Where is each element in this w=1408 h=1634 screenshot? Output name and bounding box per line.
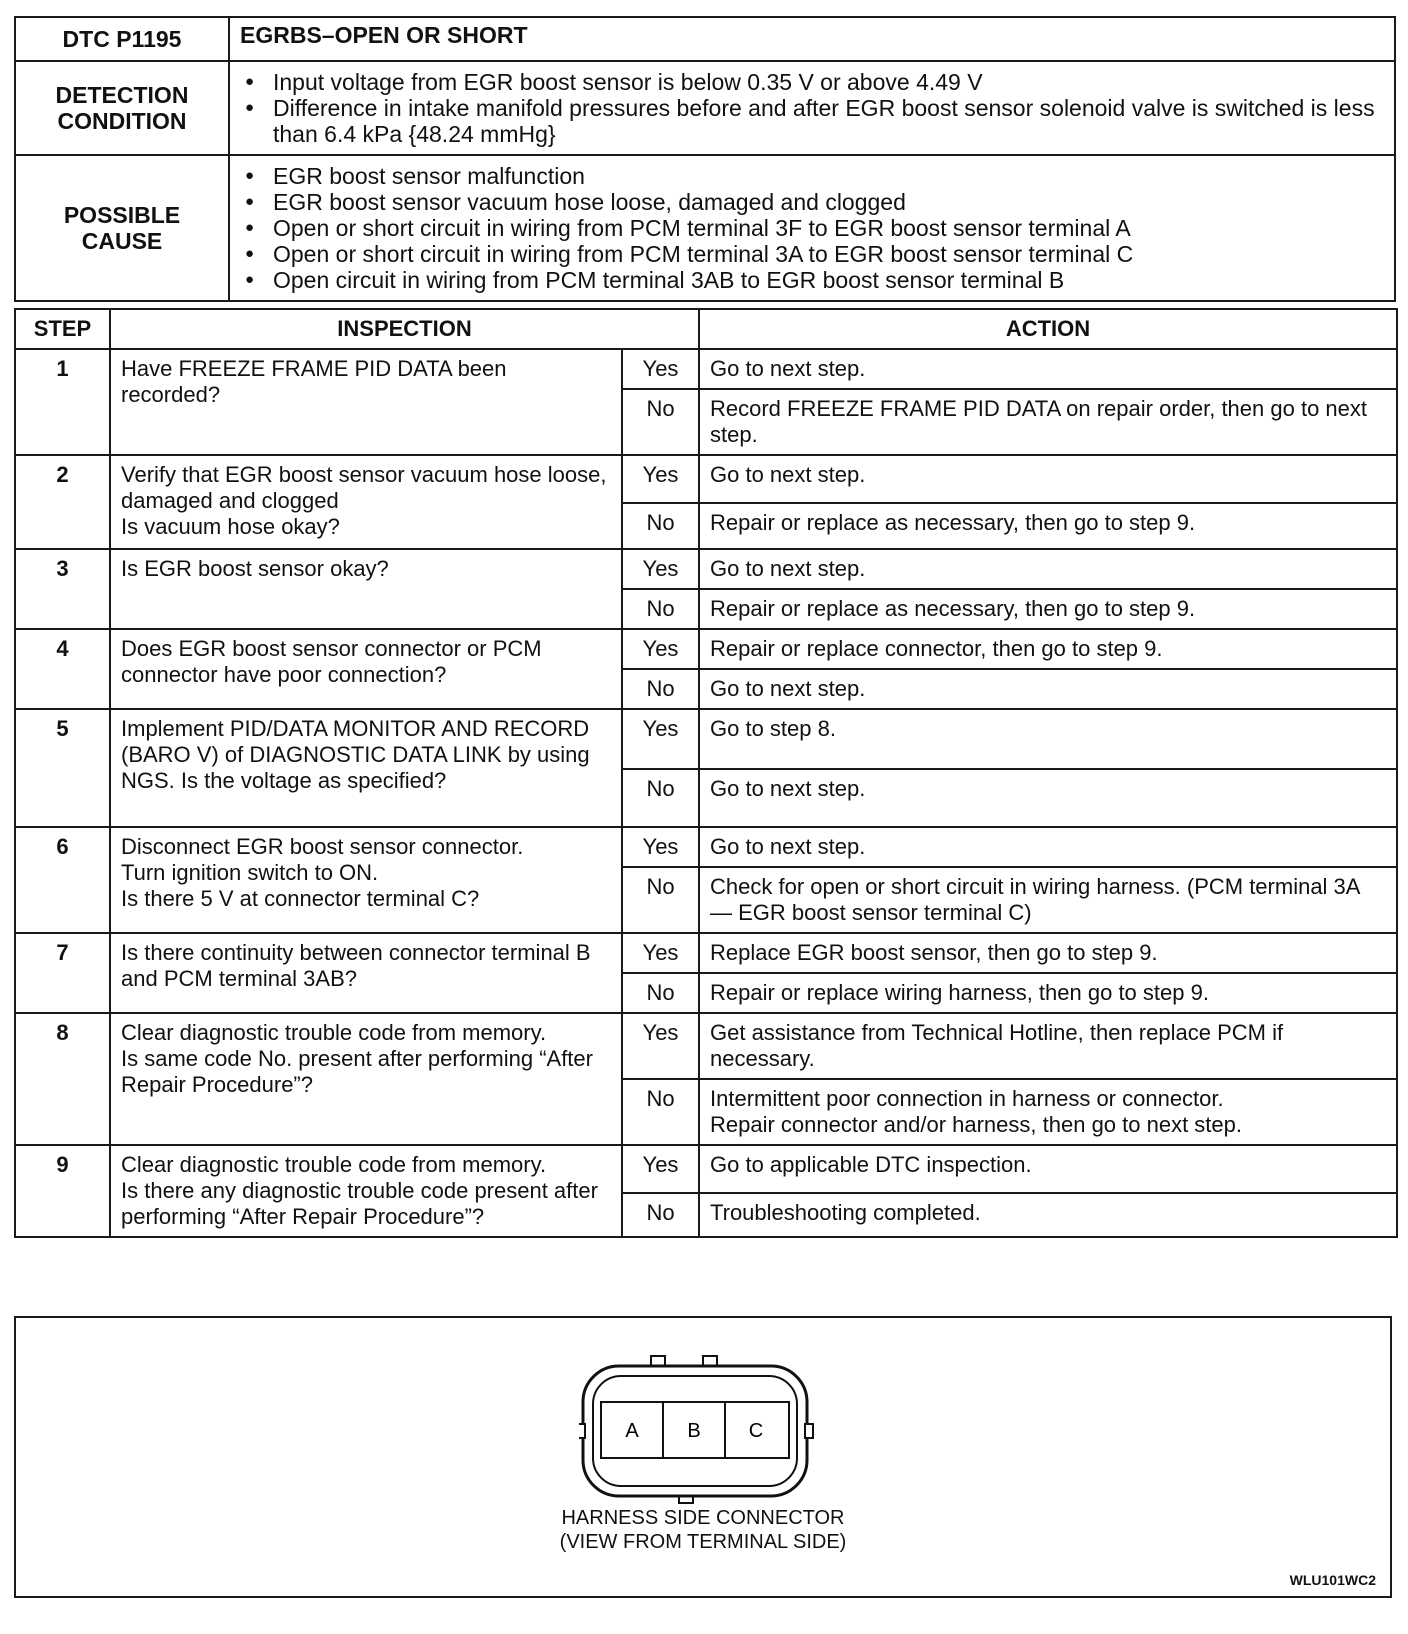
cause-list — [231, 157, 1393, 299]
cause-row — [15, 155, 1395, 301]
yes-action: Go to next step. — [699, 827, 1397, 867]
no-action: Repair or replace wiring harness, then go to step 9. — [699, 973, 1397, 1013]
yes-label: Yes — [622, 933, 699, 973]
no-label: No — [622, 1193, 699, 1237]
step-inspection: Is there continuity between connector terminal B and PCM terminal 3AB? — [110, 933, 622, 1013]
action-column-header: ACTION — [699, 309, 1397, 349]
yes-label: Yes — [622, 455, 699, 503]
no-action: Intermittent poor connection in harness or connector. Repair connector and/or harness, then go to next step. — [699, 1079, 1397, 1145]
yes-action: Go to next step. — [699, 349, 1397, 389]
no-action: Check for open or short circuit in wiring harness. (PCM terminal 3A — EGR boost sensor terminal C) — [699, 867, 1397, 933]
yes-action: Go to next step. — [699, 549, 1397, 589]
yes-action: Repair or replace connector, then go to step 9. — [699, 629, 1397, 669]
no-label: No — [622, 503, 699, 549]
step-column-header: STEP — [15, 309, 110, 349]
step-row — [15, 455, 1397, 503]
step-row — [15, 709, 1397, 769]
yes-action: Go to next step. — [699, 455, 1397, 503]
steps-body — [15, 349, 1397, 1237]
step-number: 9 — [15, 1145, 110, 1237]
no-label: No — [622, 1079, 699, 1145]
step-number: 6 — [15, 827, 110, 933]
connector-diagram — [14, 1316, 1392, 1598]
step-inspection: Have FREEZE FRAME PID DATA been recorded? — [110, 349, 622, 455]
possible-cause-item: ● Open or short circuit in wiring from PCM terminal 3F to EGR boost sensor terminal A — [245, 215, 1383, 241]
yes-action: Get assistance from Technical Hotline, then replace PCM if necessary. — [699, 1013, 1397, 1079]
step-number: 5 — [15, 709, 110, 827]
steps-header-row — [15, 309, 1397, 349]
yes-action: Go to step 8. — [699, 709, 1397, 769]
cause-label: POSSIBLE CAUSE — [15, 155, 229, 301]
possible-cause-item: ● EGR boost sensor vacuum hose loose, damaged and clogged — [245, 189, 1383, 215]
no-action: Repair or replace as necessary, then go to step 9. — [699, 589, 1397, 629]
connector-caption-line1: HARNESS SIDE CONNECTOR — [561, 1507, 845, 1529]
step-number: 3 — [15, 549, 110, 629]
step-inspection: Disconnect EGR boost sensor connector. Turn ignition switch to ON. Is there 5 V at connector terminal C? — [110, 827, 622, 933]
no-label: No — [622, 769, 699, 827]
yes-label: Yes — [622, 549, 699, 589]
detection-row — [15, 61, 1395, 155]
connector-latch-left — [579, 1424, 585, 1438]
detection-condition-item: ● Difference in intake manifold pressures before and after EGR boost sensor solenoid valve is switched is less than 6.4 kPa {48.24 mmHg} — [245, 95, 1383, 147]
terminal-b-label: B — [687, 1420, 701, 1442]
step-inspection: Clear diagnostic trouble code from memory. Is there any diagnostic trouble code present after performing “After Repair Procedure”? — [110, 1145, 622, 1237]
detection-conditions — [229, 61, 1395, 155]
no-action: Go to next step. — [699, 769, 1397, 827]
yes-label: Yes — [622, 827, 699, 867]
possible-cause-item: ● EGR boost sensor malfunction — [245, 163, 1383, 189]
yes-label: Yes — [622, 1013, 699, 1079]
connector-caption-line2: (VIEW FROM TERMINAL SIDE) — [559, 1531, 847, 1553]
harness-connector-drawing — [579, 1344, 835, 1524]
terminal-c-label: C — [748, 1420, 764, 1442]
possible-cause-item: ● Open circuit in wiring from PCM terminal 3AB to EGR boost sensor terminal B — [245, 267, 1383, 293]
step-row — [15, 549, 1397, 589]
yes-label: Yes — [622, 1145, 699, 1193]
inspection-column-header: INSPECTION — [110, 309, 699, 349]
no-label: No — [622, 589, 699, 629]
step-number: 7 — [15, 933, 110, 1013]
step-inspection: Verify that EGR boost sensor vacuum hose loose, damaged and clogged Is vacuum hose okay? — [110, 455, 622, 549]
detection-list — [231, 63, 1393, 153]
yes-label: Yes — [622, 349, 699, 389]
step-row — [15, 1013, 1397, 1079]
step-number: 2 — [15, 455, 110, 549]
inspection-steps-table — [14, 308, 1398, 1238]
step-number: 4 — [15, 629, 110, 709]
step-inspection: Implement PID/DATA MONITOR AND RECORD (BARO V) of DIAGNOSTIC DATA LINK by using NGS. Is the voltage as specified? — [110, 709, 622, 827]
yes-action: Go to applicable DTC inspection. — [699, 1145, 1397, 1193]
no-action: Go to next step. — [699, 669, 1397, 709]
dtc-header-table — [14, 16, 1396, 302]
no-label: No — [622, 973, 699, 1013]
step-inspection: Does EGR boost sensor connector or PCM connector have poor connection? — [110, 629, 622, 709]
connector-latch-right — [805, 1424, 813, 1438]
no-label: No — [622, 669, 699, 709]
terminal-a-label: A — [625, 1420, 639, 1442]
figure-reference-code: WLU101WC2 — [1289, 1572, 1376, 1588]
step-row — [15, 349, 1397, 389]
no-label: No — [622, 389, 699, 455]
step-row — [15, 933, 1397, 973]
step-inspection: Is EGR boost sensor okay? — [110, 549, 622, 629]
step-row — [15, 629, 1397, 669]
detection-label: DETECTION CONDITION — [15, 61, 229, 155]
yes-action: Replace EGR boost sensor, then go to step 9. — [699, 933, 1397, 973]
no-action: Repair or replace as necessary, then go to step 9. — [699, 503, 1397, 549]
possible-causes — [229, 155, 1395, 301]
step-number: 8 — [15, 1013, 110, 1145]
yes-label: Yes — [622, 709, 699, 769]
dtc-row — [15, 17, 1395, 61]
step-row — [15, 1145, 1397, 1193]
no-action: Record FREEZE FRAME PID DATA on repair order, then go to next step. — [699, 389, 1397, 455]
yes-label: Yes — [622, 629, 699, 669]
no-label: No — [622, 867, 699, 933]
step-inspection: Clear diagnostic trouble code from memory. Is same code No. present after performing “After Repair Procedure”? — [110, 1013, 622, 1145]
possible-cause-item: ● Open or short circuit in wiring from PCM terminal 3A to EGR boost sensor terminal C — [245, 241, 1383, 267]
detection-condition-item: ● Input voltage from EGR boost sensor is below 0.35 V or above 4.49 V — [245, 69, 1383, 95]
no-action: Troubleshooting completed. — [699, 1193, 1397, 1237]
dtc-title: EGRBS–OPEN OR SHORT — [229, 17, 1395, 61]
dtc-code: DTC P1195 — [15, 17, 229, 61]
step-number: 1 — [15, 349, 110, 455]
step-row — [15, 827, 1397, 867]
